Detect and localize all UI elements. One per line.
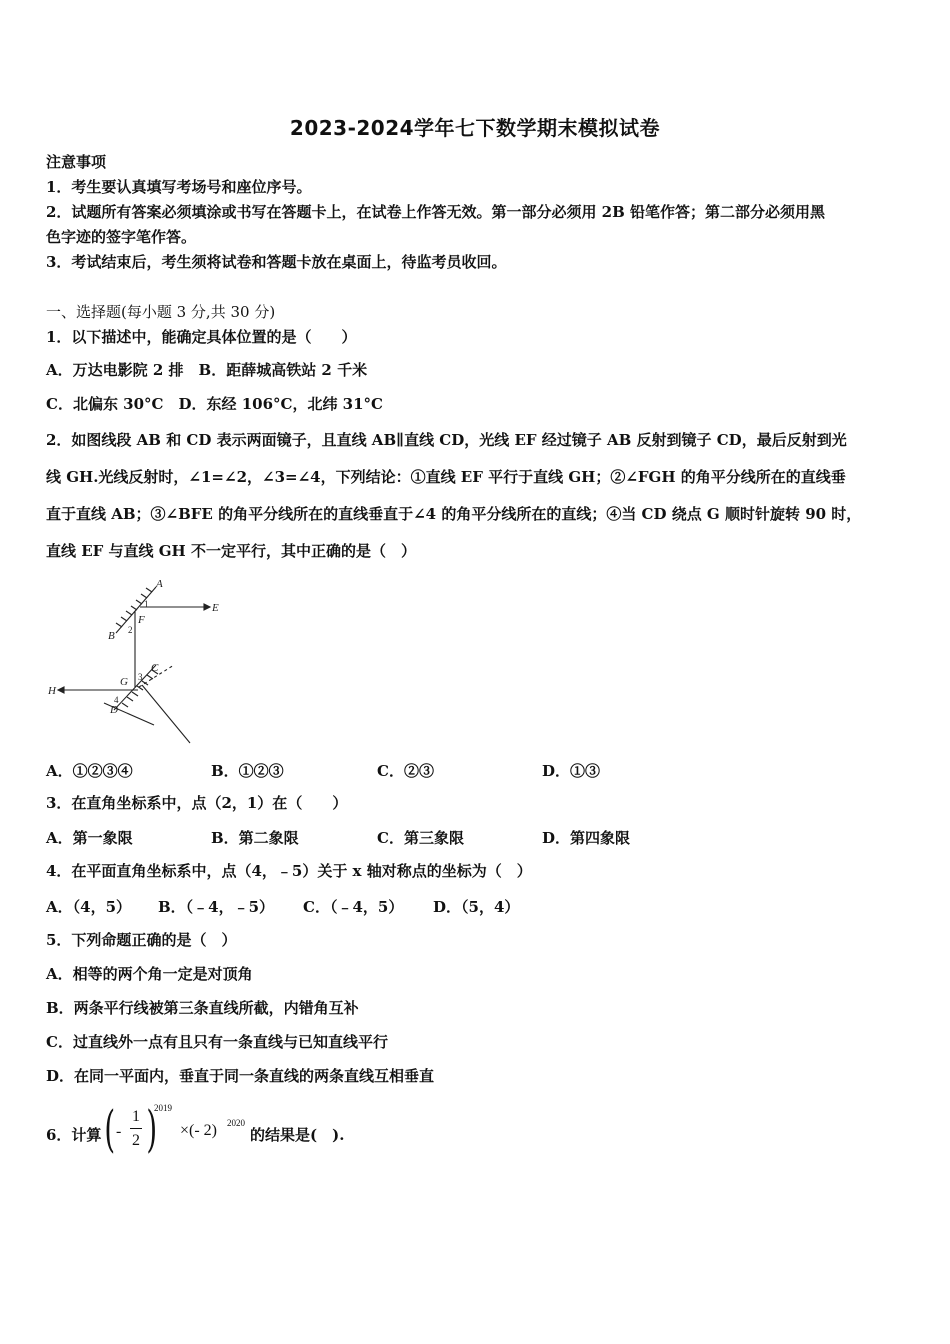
label-d: D: [110, 704, 118, 716]
q1-stem: 1．以下描述中，能确定具体位置的是（ ）: [46, 328, 357, 346]
q5-option-a: A．相等的两个角一定是对顶角: [46, 965, 253, 983]
mirror-ab: [116, 587, 156, 633]
q5-option-b: B．两条平行线被第三条直线所截，内错角互补: [46, 999, 359, 1017]
q2-option-d: D．①③: [542, 762, 601, 780]
notice-item-2: 2．试题所有答案必须填涂或书写在答题卡上，在试卷上作答无效。第一部分必须用 2B 铅笔作答；第二部分必须用黑: [46, 203, 826, 221]
q5-option-c: C．过直线外一点有且只有一条直线与已知直线平行: [46, 1033, 388, 1051]
q4-option-a: A．（4，5）: [46, 898, 132, 916]
q5-option-d: D．在同一平面内，垂直于同一条直线的两条直线互相垂直: [46, 1067, 435, 1085]
q6-expression: [46, 1098, 446, 1158]
label-a: A: [156, 578, 163, 590]
arrow-e: [204, 604, 210, 610]
q1-options-cd: C．北偏东 30°C D．东经 106°C，北纬 31°C: [46, 395, 383, 413]
q3-option-a: A．第一象限: [46, 829, 133, 847]
q6-minus: -: [116, 1123, 122, 1140]
q2-option-c: C．②③: [377, 762, 434, 780]
section-heading: 一、选择题(每小题 3 分,共 30 分): [46, 303, 276, 321]
label-3: 3: [138, 672, 143, 682]
q2-stem-line-4: 直线 EF 与直线 GH 不一定平行，其中正确的是（ ）: [46, 542, 416, 560]
notice-item-1: 1．考生要认真填写考场号和座位序号。: [46, 178, 312, 196]
page-title: 2023-2024学年七下数学期末模拟试卷: [289, 116, 661, 140]
label-1: 1: [144, 599, 149, 609]
q2-option-b: B．①②③: [211, 762, 284, 780]
label-e: E: [212, 602, 219, 614]
rotated-line: [142, 685, 190, 743]
q6-times-base: ×(- 2): [180, 1122, 218, 1139]
left-paren: (: [104, 1100, 116, 1158]
q6-denominator: 2: [132, 1132, 140, 1149]
q2-stem-line-3: 直于直线 AB；③∠BFE 的角平分线所在的直线垂直于∠4 的角平分线所在的直线；④当 CD 绕点 G 顺时针旋转 90 时，: [46, 505, 862, 523]
mirror-diagram: [44, 575, 244, 747]
q3-option-d: D．第四象限: [542, 829, 631, 847]
right-paren: ): [146, 1100, 158, 1158]
q4-option-c: C．（﹣4，5）: [303, 898, 404, 916]
label-h: H: [48, 685, 56, 697]
label-4: 4: [114, 695, 119, 705]
q3-stem: 3．在直角坐标系中，点（2，1）在（ ）: [46, 794, 348, 812]
q5-stem: 5．下列命题正确的是（ ）: [46, 931, 237, 949]
fraction-bar: [130, 1128, 142, 1129]
q4-option-b: B．（﹣4，﹣5）: [158, 898, 275, 916]
label-f: F: [138, 614, 145, 626]
q2-stem-line-1: 2．如图线段 AB 和 CD 表示两面镜子，且直线 AB∥直线 CD，光线 EF 经过镜子 AB 反射到镜子 CD，最后反射到光: [46, 431, 847, 449]
q6-numerator: 1: [132, 1108, 140, 1125]
q6-suffix: 的结果是( ).: [250, 1126, 345, 1144]
q4-option-d: D．（5，4）: [433, 898, 520, 916]
q6-prefix: 6．计算: [46, 1126, 102, 1144]
q3-option-c: C．第三象限: [377, 829, 464, 847]
notice-item-3: 3．考试结束后，考生须将试卷和答题卡放在桌面上，待监考员收回。: [46, 253, 507, 271]
q2-stem-line-2: 线 GH.光线反射时，∠1=∠2，∠3=∠4，下列结论：①直线 EF 平行于直线 GH；②∠FGH 的角平分线所在的直线垂: [46, 468, 846, 486]
notice-item-2-cont: 色字迹的签字笔作答。: [46, 228, 197, 246]
arrow-h: [58, 687, 64, 693]
q6-exponent-2: 2020: [227, 1118, 245, 1128]
label-g: G: [120, 676, 128, 688]
q2-option-a: A．①②③④: [46, 762, 133, 780]
q3-option-b: B．第二象限: [211, 829, 299, 847]
q4-stem: 4．在平面直角坐标系中，点（4，﹣5）关于 x 轴对称点的坐标为（ ）: [46, 862, 532, 880]
label-c: C: [151, 662, 159, 674]
q1-options-ab: A．万达电影院 2 排 B．距薛城高铁站 2 千米: [46, 361, 368, 379]
label-2: 2: [128, 625, 133, 635]
q6-exponent-1: 2019: [154, 1103, 172, 1113]
label-b: B: [108, 630, 115, 642]
notice-heading: 注意事项: [46, 153, 107, 171]
